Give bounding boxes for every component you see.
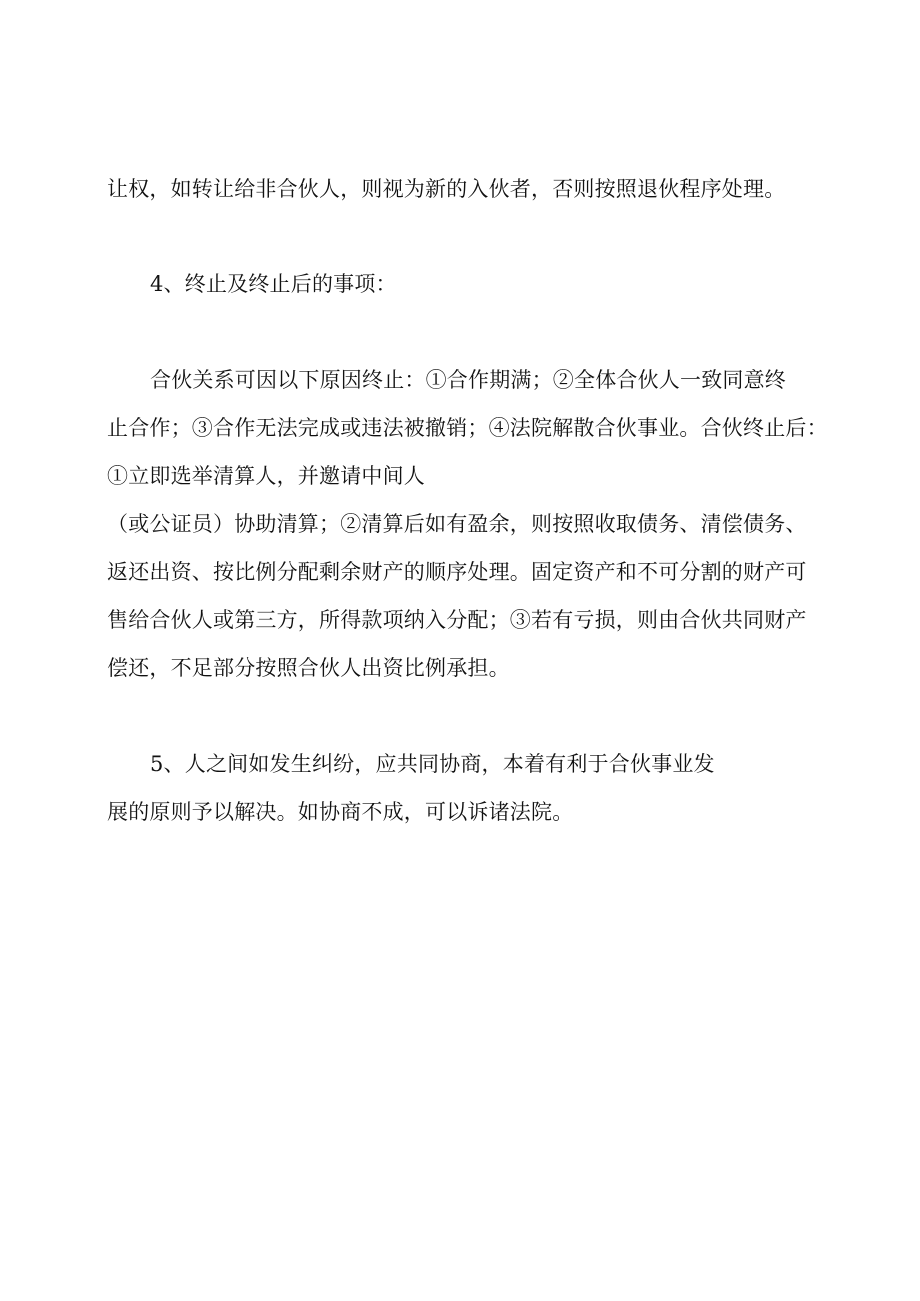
text-line-4: 止合作；③合作无法完成或违法被撤销；④法院解散合伙事业。合伙终止后： [107, 416, 828, 440]
section-4-heading: 4、终止及终止后的事项： [150, 272, 397, 296]
text-line-8: 售给合伙人或第三方，所得款项纳入分配；③若有亏损，则由合伙共同财产 [107, 608, 807, 632]
text-line-7: 返还出资、按比例分配剩余财产的顺序处理。固定资产和不可分割的财产可 [107, 560, 807, 584]
text-line-1: 让权，如转让给非合伙人，则视为新的入伙者，否则按照退伙程序处理。 [107, 177, 786, 201]
text-line-11: 展的原则予以解决。如协商不成，可以诉诸法院。 [107, 800, 574, 824]
text-line-6: （或公证员）协助清算；②清算后如有盈余，则按照收取债务、清偿债务、 [107, 512, 807, 536]
text-line-5: ①立即选举清算人，并邀请中间人 [107, 464, 425, 488]
section-5-heading: 5、人之间如发生纠纷，应共同协商，本着有利于合伙事业发 [150, 752, 715, 776]
text-line-3: 合伙关系可因以下原因终止：①合作期满；②全体合伙人一致同意终 [150, 368, 786, 392]
text-line-9: 偿还，不足部分按照合伙人出资比例承担。 [107, 656, 510, 680]
